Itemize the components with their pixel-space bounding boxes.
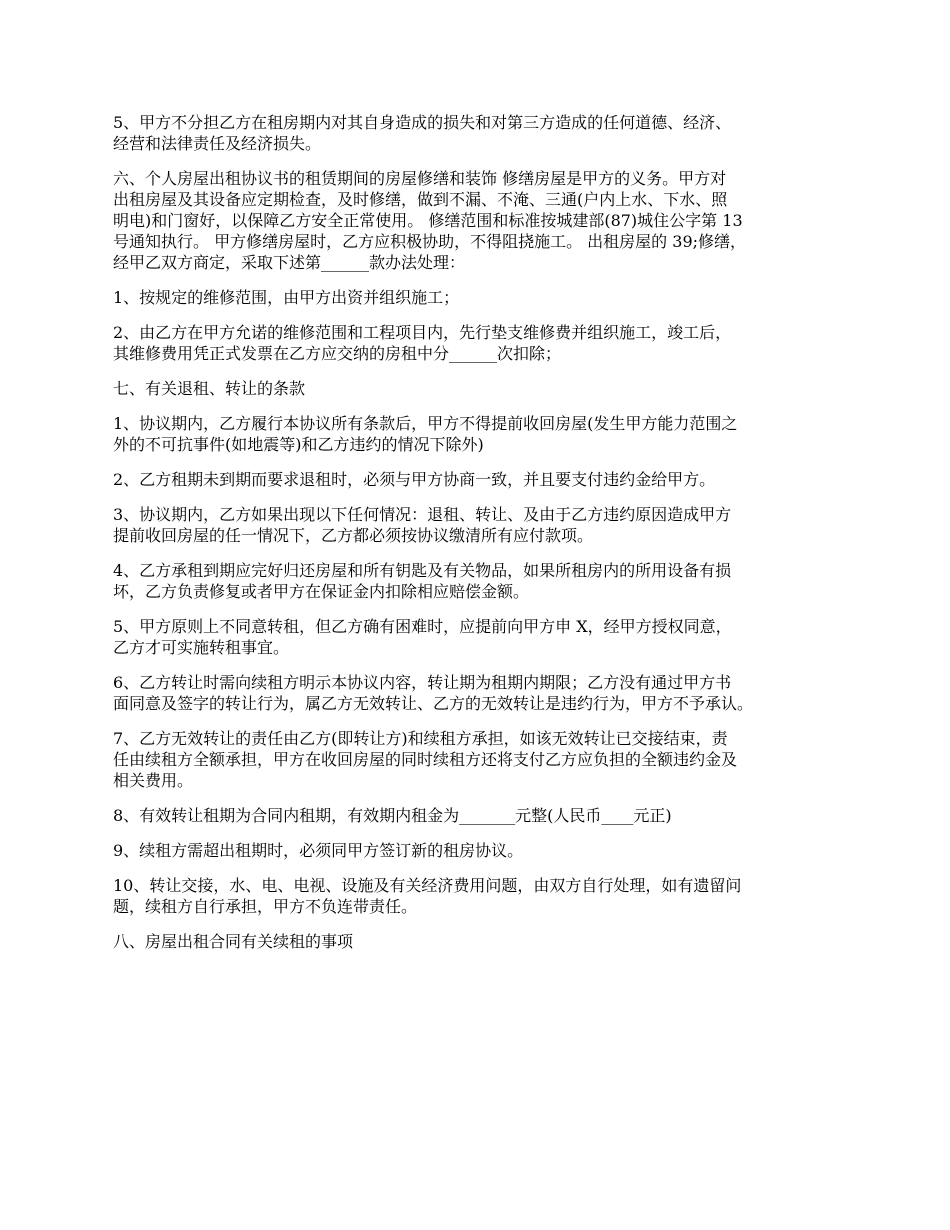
document-paragraph — [113, 805, 858, 826]
paragraph-line: 5、甲方原则上不同意转租，但乙方确有困难时，应提前向甲方申 X，经甲方授权同意， — [113, 617, 732, 636]
paragraph-line: 9、续租方需超出租期时，必须同甲方签订新的租房协议。 — [113, 841, 524, 860]
document-paragraph — [113, 322, 858, 364]
document-paragraph — [113, 378, 858, 399]
paragraph-line: 八、房屋出租合同有关续租的事项 — [113, 932, 354, 951]
paragraph-line: 提前收回房屋的任一情况下，乙方都必须按协议缴清所有应付款项。 — [113, 526, 594, 545]
document-paragraph — [113, 168, 858, 273]
paragraph-line: 其维修费用凭正式发票在乙方应交纳的房租中分______次扣除； — [113, 344, 562, 363]
paragraph-line: 相关费用。 — [113, 771, 194, 790]
paragraph-line: 面同意及签字的转让行为，属乙方无效转让、乙方的无效转让是违约行为，甲方不予承认。 — [113, 694, 754, 713]
paragraph-line: 8、有效转让租期为合同内租期，有效期内租金为_______元整(人民币____元正) — [113, 806, 672, 825]
paragraph-line: 题，续租方自行承担，甲方不负连带责任。 — [113, 897, 418, 916]
paragraph-line: 5、甲方不分担乙方在租房期内对其自身造成的损失和对第三方造成的任何道德、经济、 — [113, 113, 732, 132]
paragraph-line: 10、转让交接，水、电、电视、设施及有关经济费用问题，由双方自行处理，如有遗留问 — [113, 876, 742, 895]
document-paragraph — [113, 560, 858, 602]
document-paragraph — [113, 112, 858, 154]
paragraph-line: 乙方才可实施转租事宜。 — [113, 638, 290, 657]
paragraph-line: 1、按规定的维修范围，由甲方出资并组织施工； — [113, 288, 460, 307]
paragraph-line: 外的不可抗事件(如地震等)和乙方违约的情况下除外) — [113, 435, 484, 454]
paragraph-line: 4、乙方承租到期应完好归还房屋和所有钥匙及有关物品，如果所租房内的所用设备有损 — [113, 561, 732, 580]
paragraph-line: 明电)和门窗好，以保障乙方安全正常使用。 修缮范围和标准按城建部(87)城住公字第 13 — [113, 211, 743, 230]
document-paragraph — [113, 616, 858, 658]
document-paragraph — [113, 728, 858, 791]
document-paragraph — [113, 287, 858, 308]
paragraph-line: 号通知执行。 甲方修缮房屋时，乙方应积极协助，不得阻挠施工。 出租房屋的 39;修缮， — [113, 232, 747, 251]
paragraph-line: 3、协议期内，乙方如果出现以下任何情况：退租、转让、及由于乙方违约原因造成甲方 — [113, 505, 732, 524]
paragraph-line: 2、乙方租期未到期而要求退租时，必须与甲方协商一致，并且要支付违约金给甲方。 — [113, 470, 716, 489]
document-paragraph — [113, 672, 858, 714]
document-paragraph — [113, 931, 858, 952]
document-paragraph — [113, 413, 858, 455]
paragraph-line: 经甲乙双方商定，采取下述第______款办法处理： — [113, 253, 466, 272]
paragraph-line: 七、有关退租、转让的条款 — [113, 379, 306, 398]
paragraph-line: 任由续租方全额承担，甲方在收回房屋的同时续租方还将支付乙方应负担的全额违约金及 — [113, 750, 738, 769]
paragraph-line: 经营和法律责任及经济损失。 — [113, 134, 322, 153]
document-paragraph — [113, 875, 858, 917]
document-page — [113, 112, 858, 966]
paragraph-line: 6、乙方转让时需向续租方明示本协议内容，转让期为租期内期限；乙方没有通过甲方书 — [113, 673, 732, 692]
paragraph-line: 7、乙方无效转让的责任由乙方(即转让方)和续租方承担，如该无效转让已交接结束，责 — [113, 729, 728, 748]
paragraph-line: 出租房屋及其设备应定期检查，及时修缮，做到不漏、不淹、三通(户内上水、下水、照 — [113, 190, 728, 209]
paragraph-line: 2、由乙方在甲方允诺的维修范围和工程项目内，先行垫支维修费并组织施工，竣工后， — [113, 323, 732, 342]
paragraph-line: 六、个人房屋出租协议书的租赁期间的房屋修缮和装饰 修缮房屋是甲方的义务。甲方对 — [113, 169, 727, 188]
paragraph-line: 坏，乙方负责修复或者甲方在保证金内扣除相应赔偿金额。 — [113, 582, 530, 601]
document-paragraph — [113, 840, 858, 861]
paragraph-line: 1、协议期内，乙方履行本协议所有条款后，甲方不得提前收回房屋(发生甲方能力范围之 — [113, 414, 738, 433]
document-paragraph — [113, 469, 858, 490]
document-paragraph — [113, 504, 858, 546]
